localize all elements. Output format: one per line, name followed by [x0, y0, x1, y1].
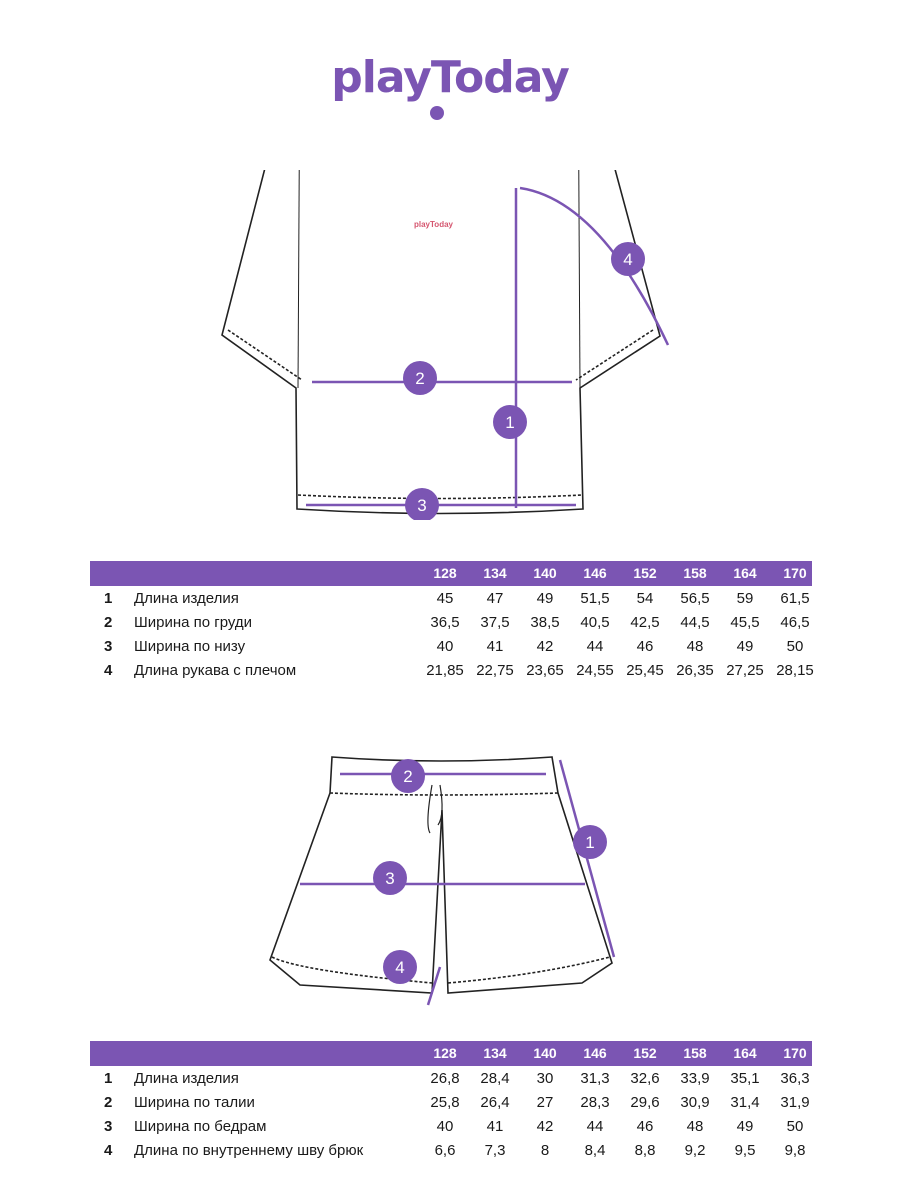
table-cell: 40 — [436, 638, 454, 655]
table-row — [90, 1114, 812, 1138]
shorts-size-table — [90, 1041, 812, 1162]
tshirt-size-table — [90, 561, 812, 682]
row-number: 3 — [104, 638, 113, 655]
table-cell: 32,6 — [630, 1070, 660, 1087]
table-cell: 6,6 — [434, 1142, 456, 1159]
table-cell: 42 — [536, 638, 554, 655]
size-col: 134 — [483, 1045, 507, 1061]
table-cell: 36,5 — [430, 614, 460, 631]
table-cell: 8,4 — [584, 1142, 606, 1159]
table-cell: 50 — [786, 638, 804, 655]
table-cell: 37,5 — [480, 614, 510, 631]
tshirt-badge-3 — [405, 488, 439, 520]
size-col: 158 — [683, 1045, 707, 1061]
svg-text:1: 1 — [505, 413, 515, 432]
row-number: 3 — [104, 1118, 113, 1135]
size-col: 146 — [583, 1045, 607, 1061]
table-cell: 46 — [636, 638, 654, 655]
svg-text:4: 4 — [623, 250, 633, 269]
table-cell: 49 — [736, 638, 754, 655]
table-cell: 26,35 — [676, 662, 714, 679]
table-cell: 25,45 — [626, 662, 664, 679]
table-cell: 41 — [486, 1118, 504, 1135]
table-cell: 44 — [586, 1118, 604, 1135]
table-cell: 46 — [636, 1118, 654, 1135]
table-cell: 27,25 — [726, 662, 764, 679]
shorts-badge-1 — [573, 825, 607, 859]
table-cell: 25,8 — [430, 1094, 460, 1111]
tshirt-size-header — [90, 561, 812, 586]
size-col: 152 — [633, 565, 657, 581]
table-cell: 38,5 — [530, 614, 560, 631]
svg-text:3: 3 — [385, 869, 395, 888]
tshirt-badge-2 — [403, 361, 437, 395]
table-cell: 31,9 — [780, 1094, 810, 1111]
table-cell: 28,4 — [480, 1070, 510, 1087]
table-cell: 9,5 — [734, 1142, 756, 1159]
size-col: 128 — [433, 565, 457, 581]
table-cell: 26,8 — [430, 1070, 460, 1087]
row-number: 1 — [104, 590, 113, 607]
table-cell: 44 — [586, 638, 604, 655]
table-cell: 56,5 — [680, 590, 710, 607]
svg-text:2: 2 — [415, 369, 425, 388]
table-row — [90, 634, 812, 658]
table-cell: 9,8 — [784, 1142, 806, 1159]
tshirt-badge-4 — [611, 242, 645, 276]
size-col: 170 — [783, 1045, 807, 1061]
table-cell: 30,9 — [680, 1094, 710, 1111]
table-cell: 45,5 — [730, 614, 760, 631]
measure-line-sleeve — [520, 188, 668, 345]
table-cell: 49 — [536, 590, 554, 607]
shorts-badge-2 — [391, 759, 425, 793]
tshirt-drawing — [0, 170, 900, 520]
row-label: Ширина по низу — [134, 638, 246, 655]
row-number: 4 — [104, 662, 113, 679]
table-cell: 8,8 — [634, 1142, 656, 1159]
table-cell: 30 — [536, 1070, 554, 1087]
table-cell: 28,15 — [776, 662, 814, 679]
size-col: 146 — [583, 565, 607, 581]
row-label: Длина изделия — [134, 1070, 239, 1087]
row-number: 2 — [104, 1094, 113, 1111]
size-col: 140 — [533, 1045, 557, 1061]
shorts-measure-inseam — [428, 967, 440, 1005]
table-cell: 29,6 — [630, 1094, 660, 1111]
table-cell: 44,5 — [680, 614, 710, 631]
table-cell: 40 — [436, 1118, 454, 1135]
table-cell: 36,3 — [780, 1070, 810, 1087]
size-col: 140 — [533, 565, 557, 581]
table-row — [90, 586, 812, 610]
table-cell: 47 — [486, 590, 504, 607]
row-label: Длина рукава с плечом — [134, 662, 297, 679]
table-row — [90, 610, 812, 634]
shirt-tag-logo: playToday — [414, 220, 453, 229]
table-cell: 51,5 — [580, 590, 610, 607]
size-col: 134 — [483, 565, 507, 581]
table-cell: 41 — [486, 638, 504, 655]
svg-text:1: 1 — [585, 833, 595, 852]
table-cell: 42,5 — [630, 614, 660, 631]
table-cell: 7,3 — [484, 1142, 506, 1159]
table-cell: 24,55 — [576, 662, 614, 679]
row-label: Ширина по бедрам — [134, 1118, 267, 1135]
shorts-size-header — [90, 1041, 812, 1066]
table-cell: 8 — [540, 1142, 550, 1159]
row-label: Длина изделия — [134, 590, 239, 607]
table-cell: 54 — [636, 590, 654, 607]
table-row — [90, 1090, 812, 1114]
table-row — [90, 658, 812, 682]
shorts-badge-4 — [383, 950, 417, 984]
table-cell: 22,75 — [476, 662, 514, 679]
tshirt-badge-1 — [493, 405, 527, 439]
table-cell: 45 — [436, 590, 454, 607]
table-cell: 48 — [686, 638, 704, 655]
table-cell: 61,5 — [780, 590, 810, 607]
table-cell: 21,85 — [426, 662, 464, 679]
size-col: 170 — [783, 565, 807, 581]
row-number: 1 — [104, 1070, 113, 1087]
table-cell: 33,9 — [680, 1070, 710, 1087]
table-cell: 49 — [736, 1118, 754, 1135]
row-number: 2 — [104, 614, 113, 631]
table-cell: 23,65 — [526, 662, 564, 679]
size-col: 164 — [733, 1045, 757, 1061]
size-col: 152 — [633, 1045, 657, 1061]
row-label: Ширина по груди — [134, 614, 253, 631]
table-cell: 31,3 — [580, 1070, 610, 1087]
table-row — [90, 1066, 812, 1090]
svg-text:3: 3 — [417, 496, 427, 515]
table-cell: 26,4 — [480, 1094, 510, 1111]
shorts-badge-3 — [373, 861, 407, 895]
table-cell: 46,5 — [780, 614, 810, 631]
table-cell: 42 — [536, 1118, 554, 1135]
table-cell: 35,1 — [730, 1070, 760, 1087]
table-cell: 50 — [786, 1118, 804, 1135]
row-label: Ширина по талии — [134, 1094, 255, 1111]
table-cell: 9,2 — [684, 1142, 706, 1159]
brand-logo: playToday — [331, 52, 569, 103]
shorts-drawing — [0, 745, 900, 1015]
size-col: 158 — [683, 565, 707, 581]
row-number: 4 — [104, 1142, 113, 1159]
table-cell: 31,4 — [730, 1094, 760, 1111]
size-col: 128 — [433, 1045, 457, 1061]
brand-logo-dot — [430, 106, 444, 120]
table-cell: 40,5 — [580, 614, 610, 631]
size-col: 164 — [733, 565, 757, 581]
table-cell: 48 — [686, 1118, 704, 1135]
svg-text:4: 4 — [395, 958, 405, 977]
table-cell: 27 — [536, 1094, 554, 1111]
table-cell: 28,3 — [580, 1094, 610, 1111]
table-row — [90, 1138, 812, 1162]
svg-text:2: 2 — [403, 767, 413, 786]
table-cell: 59 — [736, 590, 754, 607]
row-label: Длина по внутреннему шву брюк — [134, 1142, 364, 1159]
